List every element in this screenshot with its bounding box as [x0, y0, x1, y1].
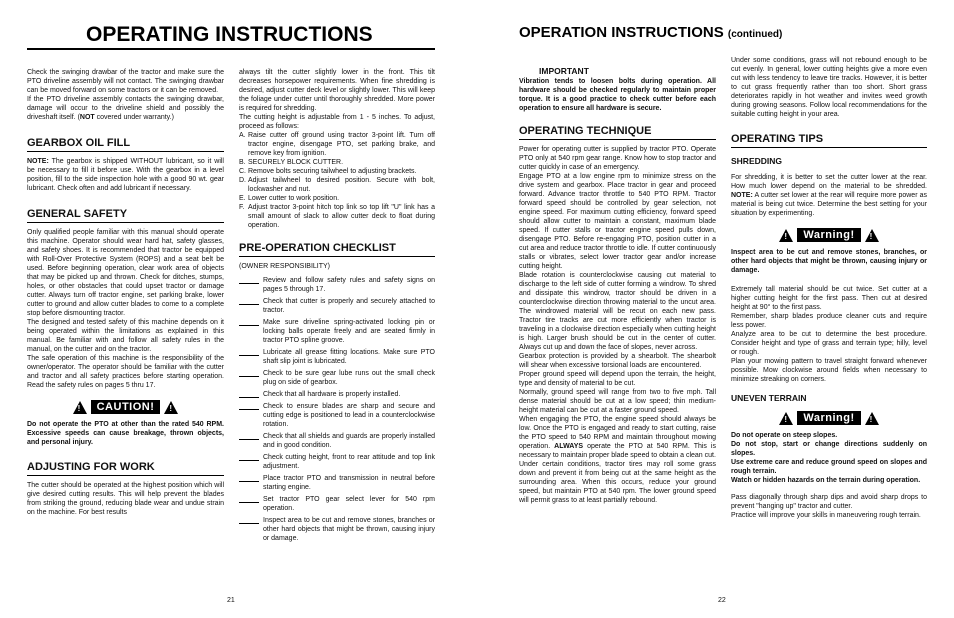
checklist-item: Check to ensure blades are sharp and secure and cutting edge is positioned to lead in a counterclockwise rotation. — [239, 402, 435, 429]
adjust-steps — [239, 131, 435, 230]
warning-triangle-icon: ! — [73, 401, 87, 414]
warning-item: Use extreme care and reduce ground speed on slopes and rough terrain. — [731, 459, 927, 475]
paragraph: Check the swinging drawbar of the tractor and make sure the PTO driveline assembly will not contact. The swinging drawbar can be moved forward on some tractors or it can be removed. — [27, 69, 224, 94]
list-item: B. SECURELY BLOCK CUTTER. — [239, 159, 344, 166]
warning-triangle-icon: ! — [865, 229, 879, 242]
important-text: Vibration tends to loosen bolts during operation. All hardware should be checked regularly to maintain proper torque. It is a good practice to check cutter before each operation to ensure all hardware is secure. — [519, 78, 716, 112]
paragraph: NOTE: The gearbox is shipped WITHOUT lubricant, so it will be necessary to fill it before use. With the gearbox in a level position, fill to the side inspection hole with a good 90 wt. gear lubricant. Check often and add lubricant if necessary. — [27, 158, 224, 192]
caution-banner — [27, 400, 224, 414]
warning-triangle-icon: ! — [779, 412, 793, 425]
caution-text: Do not operate the PTO at other than the rated 540 RPM. Excessive speeds can cause breakage, thrown objects, and personal injury. — [27, 421, 224, 446]
paragraph: When engaging the PTO, the engine speed should always be low. Once the PTO is engaged and ready to start cutting, raise the PTO speed to 540 RPM and maintain throughout mowing operation. ALWAYS operate the PTO at 540 RPM. This is necessary to maintain proper blade speed to obtain a clean cut. — [519, 416, 716, 459]
checkbox-line[interactable] — [239, 432, 259, 440]
paragraph: Under certain conditions, tractor tires may roll some grass down and prevent it from being cut at the same height as the surrounding area. When this occurs, reduce your ground speed, but maintain PTO at 540 rpm. The lower ground speed will permit grass to at least partially rebound. — [519, 461, 716, 504]
section-heading: OPERATING TIPS — [731, 133, 927, 148]
warning-triangle-icon: ! — [779, 229, 793, 242]
paragraph: The safe operation of this machine is the responsibility of the owner/operator. The operator should be familiar with the cutter and tractor and all safety practices before starting operation. Read the safety rules on pages 5 thru 17. — [27, 355, 224, 389]
right-column-1 — [519, 66, 716, 505]
paragraph: Plan your mowing pattern to travel straight forward whenever possible. Mow clockwise around fields when necessary to minimize streaking on corners. — [731, 358, 927, 383]
warning-item: Do not operate on steep slopes. — [731, 432, 838, 439]
page-22 — [477, 0, 954, 618]
paragraph: The designed and tested safety of this machine depends on it being operated within the limitations as explained in this manual. Be familiar with and follow all safety rules in the manual, on the cutter and on the tractor. — [27, 319, 224, 353]
paragraph: Blade rotation is counterclockwise causing cut material to discharge to the left side of cutter forming a windrow. To shred and dissipate this windrow, tractor should be driven in a counterclockwise direction throwing material to the uncut area. The windrowed material will be recut on each new pass. Tractor tire tracks are cut more efficiently when tractor is traveling in a clockwise direction especially when cutting height is high. Larger brush should be cut in the center of cutter. Always cut up and down the face of slopes, never across. — [519, 272, 716, 351]
checkbox-line[interactable] — [239, 474, 259, 482]
page-number: 21 — [227, 597, 235, 604]
checkbox-line[interactable] — [239, 297, 259, 305]
important-heading: IMPORTANT — [539, 66, 589, 76]
warning-item: Watch or hidden hazards on the terrain during operation. — [731, 477, 921, 484]
warning-item: Do not stop, start or change directions suddenly on slopes. — [731, 441, 927, 457]
section-heading: PRE-OPERATION CHECKLIST — [239, 242, 435, 257]
paragraph: Practice will improve your skills in maneuvering rough terrain. — [731, 512, 921, 519]
paragraph: Power for operating cutter is supplied by tractor PTO. Operate PTO only at 540 rpm gear range. Know how to stop tractor and cutter quickly in case of an emergency. — [519, 146, 716, 171]
checkbox-line[interactable] — [239, 516, 259, 524]
page-title: OPERATING INSTRUCTIONS — [86, 23, 373, 46]
section-heading: ADJUSTING FOR WORK — [27, 461, 224, 476]
paragraph: Proper ground speed will depend upon the terrain, the height, type and density of material to be cut. — [519, 371, 716, 387]
warning-list — [731, 431, 927, 485]
checklist-item: Inspect area to be cut and remove stones, branches or other hard objects that might be thrown, causing injury or damage. — [239, 516, 435, 543]
checklist-item: Check that all hardware is properly installed. — [239, 390, 435, 399]
checklist-item: Lubricate all grease fitting locations. Make sure PTO shaft slip joint is lubricated. — [239, 348, 435, 366]
list-item: C. Remove bolts securing tailwheel to adjusting brackets. — [239, 168, 417, 175]
subsection-heading: UNEVEN TERRAIN — [731, 393, 807, 403]
warning-label: Warning! — [797, 411, 860, 425]
checkbox-line[interactable] — [239, 318, 259, 326]
right-column-2 — [731, 56, 927, 520]
checkbox-line[interactable] — [239, 369, 259, 377]
left-column-2 — [239, 68, 435, 546]
list-item: D. Adjust tailwheel to desired position. Secure with bolt, lockwasher and nut. — [239, 177, 435, 193]
checkbox-line[interactable] — [239, 276, 259, 284]
section-heading: OPERATING TECHNIQUE — [519, 125, 716, 140]
warning-text: Inspect area to be cut and remove stones, branches, or other hard objects that might be thrown, causing injury or damage. — [731, 249, 927, 274]
checklist-item: Place tractor PTO and transmission in neutral before starting engine. — [239, 474, 435, 492]
checklist-subtitle: (OWNER RESPONSIBILITY) — [239, 263, 331, 270]
paragraph: The cutting height is adjustable from 1 - 5 inches. To adjust, proceed as follows: — [239, 114, 435, 130]
checkbox-line[interactable] — [239, 390, 259, 398]
warning-triangle-icon: ! — [865, 412, 879, 425]
section-heading: GENERAL SAFETY — [27, 208, 224, 223]
paragraph: always tilt the cutter slightly lower in the front. This tilt decreases horsepower requirements. When fine shredding is desired, adjust cutter deck level or slightly lower. This will keep the foliage under cutter until thoroughly shredded. More power is required for shredding. — [239, 69, 435, 112]
checklist-item: Review and follow safety rules and safety signs on pages 5 through 17. — [239, 276, 435, 294]
paragraph: Remember, sharp blades produce cleaner cuts and require less power. — [731, 313, 927, 329]
warning-triangle-icon: ! — [164, 401, 178, 414]
checkbox-line[interactable] — [239, 453, 259, 461]
paragraph: Under some conditions, grass will not rebound enough to be cut evenly. In general, lower cutting heights give a more even cut with less tendency to leave tire tracks. However, it is better to cut grass frequently rather than too short. Short grass deteriorates rapidly in hot weather and invites weed growth during growing seasons. Follow local recommendations for the suitable cutting height in your area. — [731, 57, 927, 118]
checklist — [239, 276, 435, 543]
checklist-item: Set tractor PTO gear select lever for 540 rpm operation. — [239, 495, 435, 513]
paragraph: If the PTO driveline assembly contacts the swinging drawbar, damage will occur to the driveline shield and possibly the driveshaft itself. (NOT covered under warranty.) — [27, 96, 224, 121]
subsection-heading: SHREDDING — [731, 156, 783, 166]
title-rule — [27, 48, 435, 50]
checkbox-line[interactable] — [239, 495, 259, 503]
list-item: E. Lower cutter to work position. — [239, 195, 340, 202]
warning-banner — [731, 228, 927, 242]
checklist-item: Make sure driveline spring-activated locking pin or locking balls operate freely and are seated firmly in tractor PTO spline groove. — [239, 318, 435, 345]
checklist-item: Check to be sure gear lube runs out the small check plug on side of gearbox. — [239, 369, 435, 387]
checklist-item: Check that cutter is properly and securely attached to tractor. — [239, 297, 435, 315]
paragraph: Engage PTO at a low engine rpm to minimize stress on the drive system and gearbox. Place tractor in gear and proceed forward. Advance tractor throttle to 540 PTO RPM. Tractor forward speed should be controlled by gear selection, not engine speed. For maximum cutting efficiency, forward speed should allow cutter to maintain a constant, maximum blade speed. If cutter stalls or tractor engine speed pulls down, disengage PTO. Before re-engaging PTO, position cutter in a cut area and reduce tractor throttle to idle. If cutter continuously stalls or vibrates, select lower tractor gear and/or increase cutting height. — [519, 173, 716, 270]
list-item: F. Adjust tractor 3-point hitch top link so top lift "U" link has a small amount of slack to allow cutter deck to float during operation. — [239, 204, 435, 229]
checklist-item: Check that all shields and guards are properly installed and in good condition. — [239, 432, 435, 450]
section-heading: GEARBOX OIL FILL — [27, 137, 224, 152]
paragraph: Normally, ground speed will range from two to five mph. Tall dense material should be cut at a low speed; thin medium-height material can be cut at a faster ground speed. — [519, 389, 716, 414]
paragraph: For shredding, it is better to set the cutter lower at the rear. How much lower depend on the material to be shredded. NOTE: A cutter set lower at the rear will require more power as material is being cut twice. Determine the best setting for your situation by experimenting. — [731, 174, 927, 217]
list-item: A. Raise cutter off ground using tractor 3-point lift. Turn off tractor engine, disengage PTO, set parking brake, and remove key from ignition. — [239, 132, 435, 157]
paragraph: Only qualified people familiar with this manual should operate this machine. Operator should wear hard hat, safety glasses, and safety shoes. It is recommended that tractor be equipped with Roll-Over Protective System (ROPS) and a seat belt be used. Before beginning operation, clear work area of objects that may be picked up and thrown. Check for ditches, stumps, holes, or other obstacles that could upset tractor or damage cutter. Always turn off tractor engine, set parking brake, lower cutter to ground and allow cutter blades to come to a complete stop before dismounting tractor. — [27, 229, 224, 317]
caution-label: CAUTION! — [91, 400, 161, 414]
paragraph: The cutter should be operated at the highest position which will give desired cutting results. This will help prevent the blades from striking the ground, reducing blade wear and undue strain on the machine. For best results — [27, 482, 224, 516]
paragraph: Gearbox protection is provided by a shearbolt. The shearbolt will shear when excessive torsional loads are encountered. — [519, 353, 716, 369]
warning-label: Warning! — [797, 228, 860, 242]
left-column-1 — [27, 68, 224, 517]
paragraph: Analyze area to be cut to determine the best procedure. Consider height and type of grass and terrain type; hilly, level or rough. — [731, 331, 927, 356]
page-title: OPERATION INSTRUCTIONS (continued) — [519, 24, 783, 41]
checklist-item: Check cutting height, front to rear attitude and top link adjustment. — [239, 453, 435, 471]
checkbox-line[interactable] — [239, 402, 259, 410]
page-number: 22 — [718, 597, 726, 604]
paragraph: Pass diagonally through sharp dips and avoid sharp drops to prevent "hanging up" tractor and cutter. — [731, 494, 927, 510]
checkbox-line[interactable] — [239, 348, 259, 356]
paragraph: Extremely tall material should be cut twice. Set cutter at a higher cutting height for the first pass. Then cut at desired height at 90° to the first pass. — [731, 286, 927, 311]
warning-banner — [731, 411, 927, 425]
